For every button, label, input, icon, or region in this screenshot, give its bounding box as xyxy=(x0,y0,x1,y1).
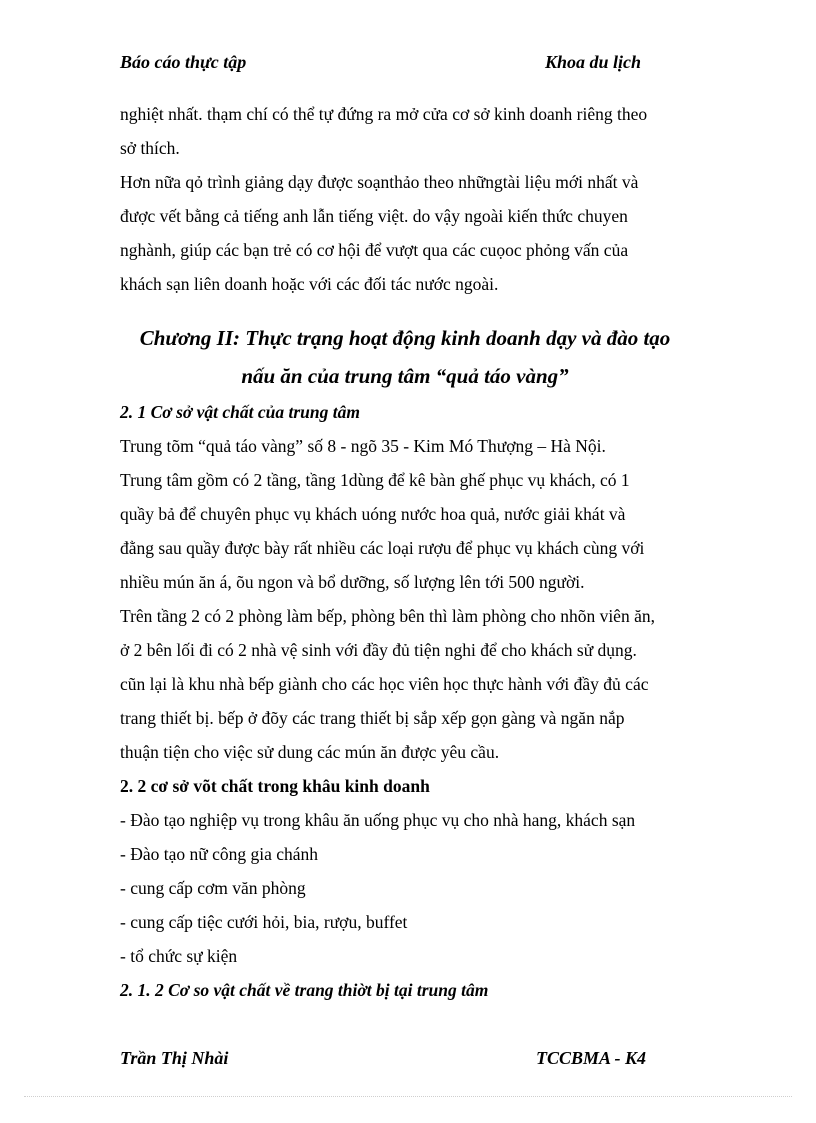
header-report-title: Báo cáo thực tập xyxy=(120,52,247,72)
footer-author: Trần Thị Nhài xyxy=(120,1048,229,1068)
chapter-title xyxy=(120,301,690,395)
list-item: - Đào tạo nghiệp vụ trong khâu ăn uống phục vụ cho nhà hang, khách sạn xyxy=(120,810,636,830)
text-line: đằng sau quầy được bày rất nhiều các loại rượu để phục vụ khách cùng với xyxy=(120,538,645,558)
text-line: được vết bằng cả tiếng anh lẫn tiếng việt. do vậy ngoài kiến thức chuyen xyxy=(120,206,628,226)
text-line: cũn lại là khu nhà bếp giành cho các học viên học thực hành với đầy đủ các xyxy=(120,674,649,694)
chapter-title-line-1: Chương II: Thực trạng hoạt động kinh doanh dạy và đào tạo xyxy=(139,326,671,350)
section-2-2-heading: 2. 2 cơ sở võt chất trong khâu kinh doanh xyxy=(120,776,430,796)
text-line: trang thiết bị. bếp ở đõy các trang thiết bị sắp xếp gọn gàng và ngăn nắp xyxy=(120,708,625,728)
text-line: nghành, giúp các bạn trẻ có cơ hội để vượt qua các cuọoc phỏng vấn của xyxy=(120,240,629,260)
text-line: Trung tõm “quả táo vàng” số 8 - ngõ 35 - Kim Mó Thượng – Hà Nội. xyxy=(120,436,606,456)
section-2-1-2-heading: 2. 1. 2 Cơ so vật chất về trang thiờt bị tại trung tâm xyxy=(120,980,489,1000)
text-line: khách sạn liên doanh hoặc với các đối tác nước ngoài. xyxy=(120,274,499,294)
text-line: sở thích. xyxy=(120,138,180,158)
chapter-title-line-2: nấu ăn của trung tâm “quả táo vàng” xyxy=(241,364,569,388)
section-2-1-heading: 2. 1 Cơ sở vật chất của trung tâm xyxy=(120,402,360,422)
page-edge-divider xyxy=(24,1096,792,1097)
page-body xyxy=(120,97,690,1007)
text-line: Trung tâm gồm có 2 tầng, tầng 1dùng để kê bàn ghế phục vụ khách, có 1 xyxy=(120,470,630,490)
section-2-2-list xyxy=(120,803,690,973)
list-item: - Đào tạo nữ công gia chánh xyxy=(120,844,319,864)
section-2-1-body xyxy=(120,429,690,769)
list-item: - cung cấp cơm văn phòng xyxy=(120,878,306,898)
header-faculty: Khoa du lịch xyxy=(545,52,642,72)
footer-class-code: TCCBMA - K4 xyxy=(536,1048,647,1068)
intro-paragraph xyxy=(120,97,690,301)
text-line: nhiều mún ăn á, õu ngon và bổ dưỡng, số lượng lên tới 500 người. xyxy=(120,572,585,592)
list-item: - cung cấp tiệc cưới hỏi, bia, rượu, buffet xyxy=(120,912,408,932)
text-line: thuận tiện cho việc sử dung các mún ăn được yêu cầu. xyxy=(120,742,500,762)
list-item: - tổ chức sự kiện xyxy=(120,946,238,966)
text-line: Trên tầng 2 có 2 phòng làm bếp, phòng bên thì làm phòng cho nhõn viên ăn, xyxy=(120,606,655,626)
text-line: ở 2 bên lối đi có 2 nhà vệ sinh với đầy đủ tiện nghi để cho khách sử dụng. xyxy=(120,640,637,660)
text-line: Hơn nữa qỏ trình giảng dạy được soạnthảo theo nhữngtài liệu mới nhất và xyxy=(120,172,639,192)
text-line: quầy bả để chuyên phục vụ khách uóng nước hoa quả, nước giải khát và xyxy=(120,504,626,524)
text-line: nghiệt nhất. thạm chí có thể tự đứng ra mở cửa cơ sở kinh doanh riêng theo xyxy=(120,104,648,124)
